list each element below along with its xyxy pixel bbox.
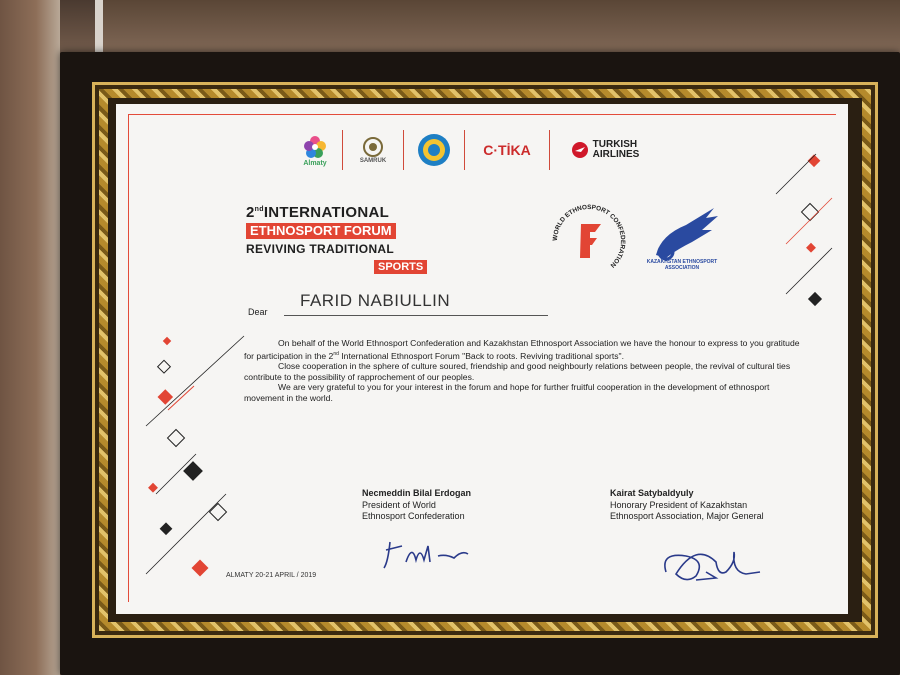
signatory-left-title-2: Ethnosport Confederation (362, 511, 465, 521)
decorative-diamonds-left (136, 334, 246, 594)
signatory-left (362, 488, 471, 523)
body-p1-a: On behalf of the World Ethnosport Confederation and Kazakhstan Ethnosport Association we have the honour to express to you gratitude for participation in the 2 (244, 338, 800, 361)
signatory-right (610, 488, 764, 523)
signatory-left-title-1: President of World (362, 499, 436, 510)
almaty-logo (298, 128, 332, 172)
title-reviving-traditional: REVIVING TRADITIONAL (246, 242, 395, 256)
body-paragraph-2: Close cooperation in the sphere of culture soured, friendship and good neighbourly relations between people, the revival of cultural ties contribute to the possibility of rapprochement of our peoples. (244, 361, 791, 382)
certificate-body (244, 338, 804, 403)
signatory-right-name: Kairat Satybaldyuly (610, 488, 694, 498)
title-sports: SPORTS (374, 260, 427, 274)
world-ethnosport-confederation-logo (546, 198, 632, 284)
title-line-4 (246, 257, 466, 275)
turkish-airlines-logo (560, 128, 650, 172)
samruk-logo (353, 128, 393, 172)
signatory-right-title-1: Honorary President of Kazakhstan (610, 499, 748, 510)
kea-logo-text: KAZAKHSTAN ETHNOSPORT ASSOCIATION (646, 259, 718, 271)
turkish-airlines-text-2: AIRLINES (592, 149, 640, 160)
decorative-diamonds-right (746, 134, 836, 314)
tika-logo-text: C·TİKA (483, 142, 531, 158)
recipient-name: FARID NABIULLIN (300, 291, 451, 310)
forum-title (246, 204, 466, 275)
body-paragraph-3: We are very grateful to you for your interest in the forum and hope for further fruitful cooperation in the development of ethnosport movement in the world. (244, 382, 770, 403)
body-paragraph-1 (244, 338, 804, 361)
background-post (0, 0, 60, 675)
logo-separator (403, 130, 404, 170)
event-date: ALMATY 20-21 APRIL / 2019 (226, 572, 317, 579)
certificate (116, 104, 848, 614)
logo-separator (342, 130, 343, 170)
title-line-1 (246, 204, 466, 221)
dear-label: Dear (248, 307, 268, 317)
samruk-emblem-icon (362, 136, 384, 158)
turkish-airlines-text-1: TURKISH (592, 139, 638, 150)
signatory-right-title-2: Ethnosport Association, Major General (610, 511, 764, 521)
body-p1-sup: nd (333, 350, 339, 357)
logo-separator (464, 130, 465, 170)
sponsor-logos (298, 126, 678, 174)
samruk-logo-text: SAMRUK (359, 158, 387, 164)
signatory-left-name: Necmeddin Bilal Erdogan (362, 488, 472, 498)
body-p1-b: International Ethnosport Forum "Back to roots. Reviving traditional sports". (338, 350, 624, 361)
logo-separator (549, 130, 550, 170)
signature-right (656, 532, 766, 588)
recipient-underline (284, 315, 548, 316)
title-international: INTERNATIONAL (263, 204, 390, 221)
almaty-logo-text: Almaty (303, 159, 327, 167)
tika-logo (475, 128, 539, 172)
wec-ring-text: WORLD ETHNOSPORT CONFEDERATION (551, 203, 627, 269)
almaty-flower-icon (302, 134, 328, 160)
state-emblem-icon (416, 132, 452, 168)
signature-left (382, 536, 472, 576)
turkish-airlines-bird-icon (571, 141, 589, 159)
title-ordinal-suffix: nd (254, 206, 264, 213)
title-ordinal: 2 (246, 204, 255, 221)
kazakhstan-emblem (414, 128, 454, 172)
title-ethnosport-forum: ETHNOSPORT FORUM (246, 223, 396, 239)
title-line-2 (246, 222, 466, 240)
